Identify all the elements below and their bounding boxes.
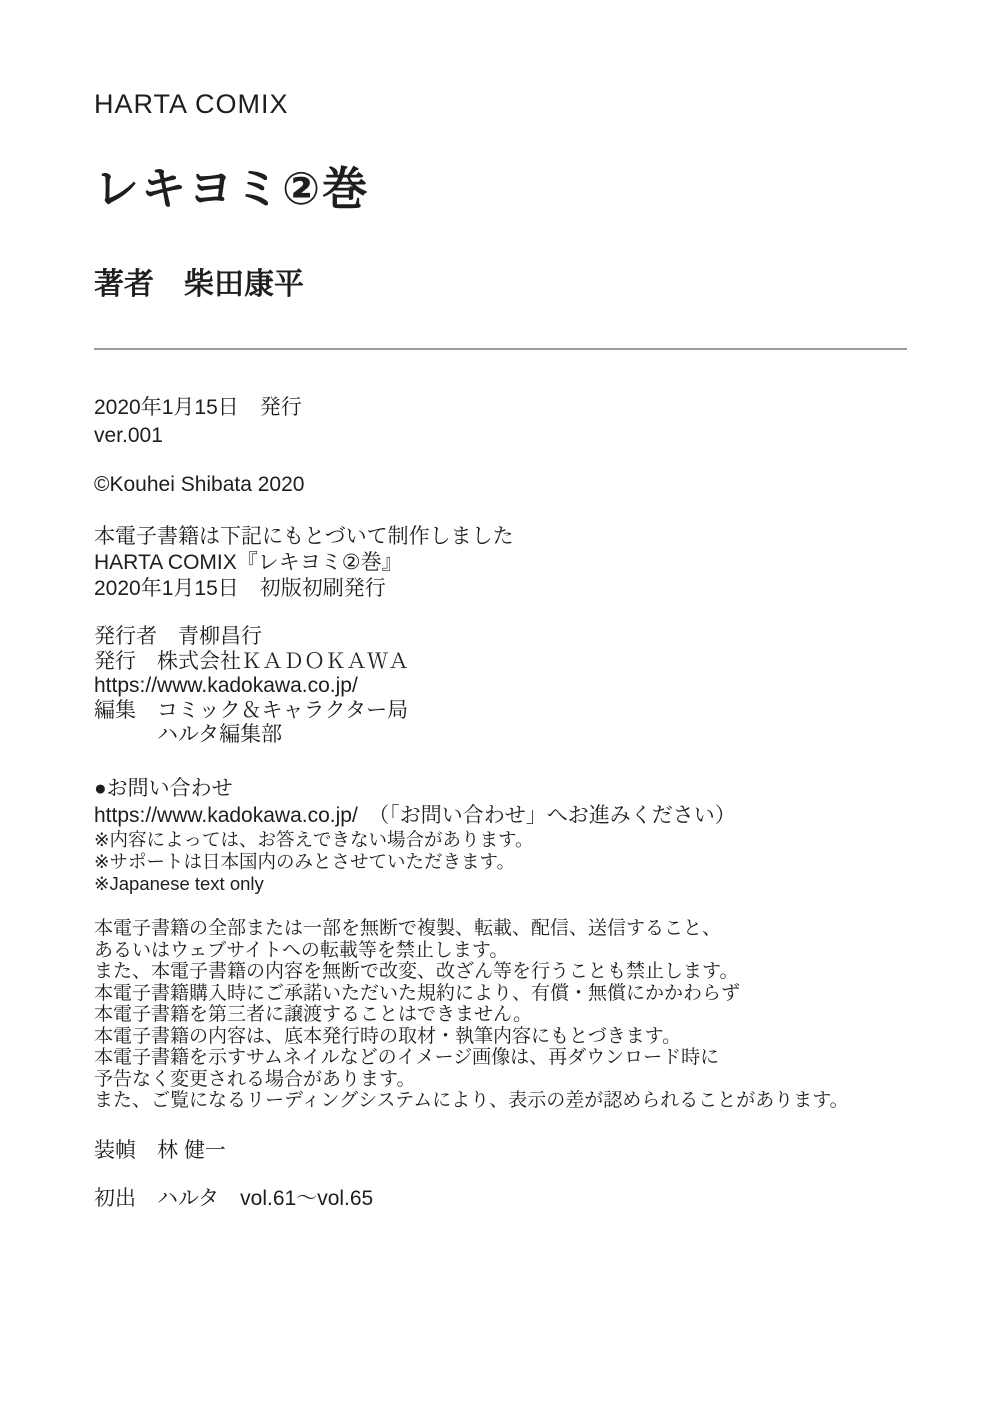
legal-text-line: 本電子書籍を第三者に譲渡することはできません。 (94, 1004, 533, 1026)
legal-text-line: 本電子書籍購入時にご承諾いただいた規約により、有償・無償にかかわらず (94, 982, 741, 1004)
legal-text-line: 予告なく変更される場合があります。 (94, 1068, 416, 1090)
editing-department-line: 編集 コミック＆キャラクター局 (94, 698, 409, 722)
contact-heading: ●お問い合わせ (94, 776, 233, 800)
contact-url-line: https://www.kadokawa.co.jp/ （「お問い合わせ」へお進みください） (94, 803, 736, 827)
editing-division-line: ハルタ編集部 (94, 723, 283, 747)
contact-block (94, 776, 907, 894)
author-line: 著者 柴田康平 (94, 268, 304, 302)
legal-text-line: 本電子書籍を示すサムネイルなどのイメージ画像は、再ダウンロード時に (94, 1047, 720, 1069)
publication-date-line: 2020年1月15日 発行 (94, 396, 302, 420)
publisher-person-line: 発行者 青柳昌行 (94, 625, 262, 649)
legal-text-line: 本電子書籍の全部または一部を無断で複製、転載、配信、送信すること、 (94, 918, 722, 940)
legal-text-line: あるいはウェブサイトへの転載等を禁止します。 (94, 939, 509, 961)
legal-text-line: また、本電子書籍の内容を無断で改変、改ざん等を行うことも禁止します。 (94, 961, 739, 983)
legal-text-line: また、ご覧になるリーディングシステムにより、表示の差が認められることがあります。 (94, 1090, 849, 1112)
contact-note-line: ※Japanese text only (94, 872, 264, 894)
copyright-line: ©Kouhei Shibata 2020 (94, 473, 305, 497)
source-note-line: 本電子書籍は下記にもとづいて制作しました (94, 525, 514, 549)
source-block (94, 524, 907, 602)
edition-block (94, 394, 907, 450)
publisher-company-line: 発行 株式会社ＫＡＤＯＫＡＷＡ (94, 649, 409, 673)
source-edition-date-line: 2020年1月15日 初版初刷発行 (94, 577, 386, 601)
publisher-block (94, 625, 907, 748)
version-line: ver.001 (94, 424, 163, 448)
contact-note-line: ※内容によっては、お答えできない場合があります。 (94, 828, 534, 850)
design-credit-line: 装幀 林 健一 (94, 1138, 226, 1162)
book-title: レキヨミ②巻 (94, 162, 370, 214)
source-edition-title-line: HARTA COMIX『レキヨミ②巻』 (94, 551, 403, 575)
imprint-label: HARTA COMIX (94, 89, 289, 119)
publisher-url-line: https://www.kadokawa.co.jp/ (94, 674, 358, 698)
divider-rule (94, 348, 907, 350)
legal-block (94, 918, 907, 1112)
contact-note-line: ※サポートは日本国内のみとさせていただきます。 (94, 850, 516, 872)
first-publication-line: 初出 ハルタ vol.61～vol.65 (94, 1186, 374, 1210)
legal-text-line: 本電子書籍の内容は、底本発行時の取材・執筆内容にもとづきます。 (94, 1025, 682, 1047)
